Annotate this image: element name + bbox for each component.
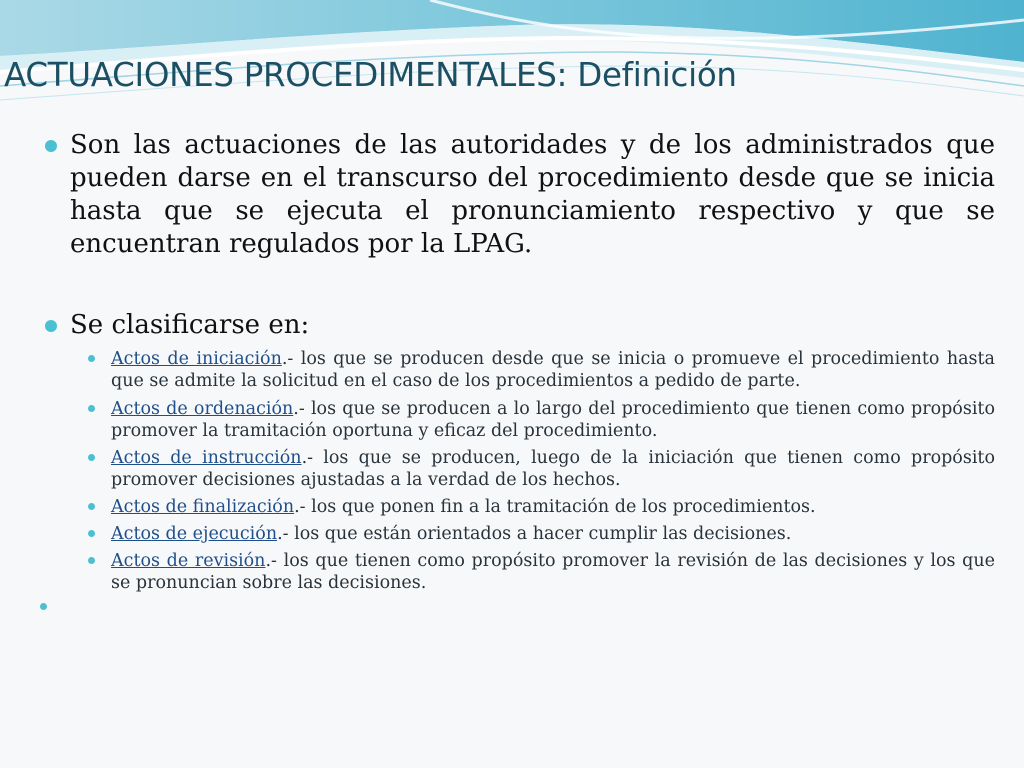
empty-bullet-icon (40, 603, 47, 610)
act-term: Actos de instrucción (111, 448, 302, 468)
list-item (111, 496, 995, 518)
act-term: Actos de ordenación (111, 399, 294, 419)
sub-bullet-icon (88, 405, 95, 412)
act-description: .- los que ponen fin a la tramitación de los procedimientos. (294, 497, 816, 517)
sub-bullet-icon (88, 355, 95, 362)
sub-bullet-icon (88, 454, 95, 461)
act-term: Actos de iniciación (111, 349, 282, 369)
list-item (111, 550, 995, 594)
act-description: .- los que están orientados a hacer cumplir las decisiones. (277, 524, 792, 544)
bullet-icon (45, 320, 57, 332)
slide-title: ACTUACIONES PROCEDIMENTALES: Definición (4, 56, 737, 94)
bullet-icon (45, 140, 57, 152)
sub-bullet-icon (88, 557, 95, 564)
list-item (111, 348, 995, 392)
list-item (111, 447, 995, 491)
act-term: Actos de ejecución (111, 524, 278, 544)
definition-paragraph: Son las actuaciones de las autoridades y de los administrados que pueden darse en el transcurso del procedimiento desde que se inicia hasta que se ejecuta el pronunciamiento respectivo y que se encuentran regulados por la LPAG. (70, 130, 995, 259)
act-description: .- los que se producen a lo largo del procedimiento que tienen como propósito promover la tramitación oportuna y eficaz del procedimiento. (111, 399, 995, 441)
sub-bullet-icon (88, 503, 95, 510)
act-description: .- los que tienen como propósito promover la revisión de las decisiones y los que se pronuncian sobre las decisiones. (111, 551, 995, 593)
classification-heading: Se clasificarse en: (70, 310, 310, 340)
sub-bullet-icon (88, 530, 95, 537)
list-item (111, 523, 995, 545)
act-description: .- los que se producen, luego de la iniciación que tienen como propósito promover decisiones ajustadas a la verdad de los hechos. (111, 448, 995, 490)
list-item (111, 398, 995, 442)
act-description: .- los que se producen desde que se inicia o promueve el procedimiento hasta que se admite la solicitud en el caso de los procedimientos a pedido de parte. (111, 349, 995, 391)
act-term: Actos de finalización (111, 497, 295, 517)
act-term: Actos de revisión (111, 551, 266, 571)
